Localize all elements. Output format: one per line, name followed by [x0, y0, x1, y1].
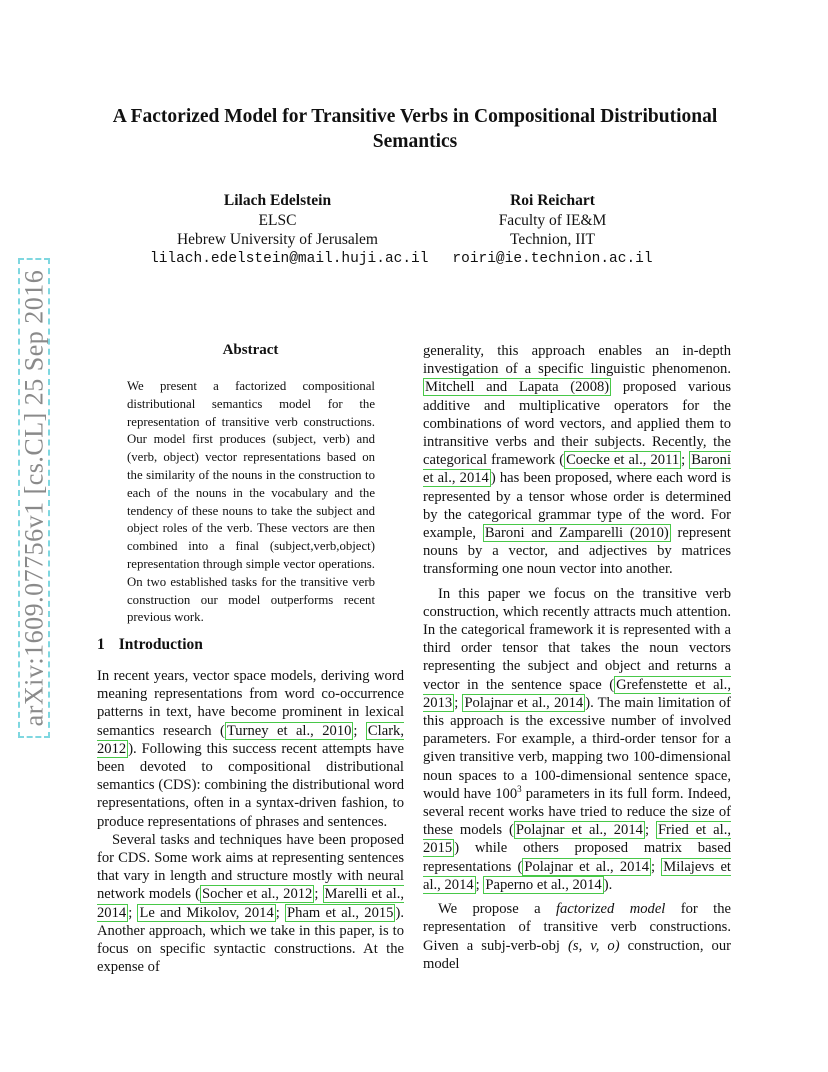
author-email: roiri@ie.technion.ac.il [452, 250, 653, 267]
citation-link[interactable]: Paperno et al., 2014 [485, 876, 602, 893]
right-paragraph-3: We propose a factorized model for the representation of transitive verb constructions. Given a subj-verb-obj (s, v, o) construction, our model [423, 901, 732, 972]
right-paragraph-1: generality, this approach enables an in-depth investigation of a specific linguistic phenomenon. Mitchell and Lapata (2008) proposed various additive and multiplicative operators for the combinations of word vectors, and applied them to intransitive verbs and their subjects. Recently, the categorical framework ( Coecke et al., 2011 ; Baroni et al., 2014 ) has been proposed, where each word is represented by a tensor whose order is determined by the categorical grammar type of the word. For example, Baroni and Zamparelli (2010) represent nouns by a vector, and adjectives by matrices transforming one noun vector into another. [423, 343, 732, 578]
citation-link[interactable]: Polajnar et al., 2014 [524, 858, 650, 875]
author-affiliation: ELSC [258, 211, 297, 229]
citation-link[interactable]: Clark, 2012 [97, 722, 404, 757]
citation-link[interactable]: Turney et al., 2010 [226, 722, 352, 739]
citation-link[interactable]: Fried et al., 2015 [423, 822, 731, 857]
author-affiliation: Faculty of IE&M [498, 211, 607, 229]
section-heading [97, 636, 203, 654]
citation-link[interactable]: Marelli et al., 2014 [97, 886, 404, 921]
arxiv-identifier: arXiv:1609.07756v1 [cs.CL] 25 Sep 2016 [19, 269, 48, 727]
citation-link[interactable]: Baroni and Zamparelli (2010) [484, 525, 669, 542]
right-paragraph-2: In this paper we focus on the transitive verb construction, which recently attracts much attention. In the categorical framework it is represented with a third order tensor that takes the noun vectors representing the subject and object and returns a vector in the sentence space ( Grefenstette et al., 2013 ; Polajnar et al., 2014 ). The main limitation of this approach is the excessive number of involved parameters. For example, a third-order tensor for a given transitive verb, mapping two 100-dimensional noun spaces to a 100-dimensional sentence space, would have $100^3$ parameters in its full form. Indeed, several recent works have tried to reduce the size of these models ( Polajnar et al., 2014 ; Fried et al., 2015 ) while others proposed matrix based representations ( Polajnar et al., 2014 ; Milajevs et al., 2014 ; Paperno et al., 2014 ). [423, 585, 731, 893]
arxiv-watermark [18, 258, 50, 738]
author-name: Roi Reichart [510, 192, 595, 209]
citation-link[interactable]: Polajnar et al., 2014 [515, 822, 643, 839]
intro-column-left [97, 667, 404, 976]
citation-link[interactable]: Coecke et al., 2011 [566, 452, 680, 469]
author-institution: Technion, IIT [510, 231, 595, 248]
intro-column-right [423, 342, 731, 973]
section-number: 1 [97, 636, 105, 653]
intro-paragraph-2: Several tasks and techniques have been proposed for CDS. Some work aims at representing sentences that vary in length and structure mostly with neural network models ( Socher et al., 2012 ; Marelli et al., 2014 ; Le and Mikolov, 2014 ; Pham et al., 2015 ). Another approach, which we take in this paper, is to focus on specific syntactic constructions. At the expense of [97, 831, 404, 976]
abstract-text: We present a factorized compositional distributional semantics model for the representation of transitive verb constructions. Our model first produces (subject, verb) and (verb, object) vector representations based on the similarity of the nouns in the construction to each of the nouns in the vocabulary and the tendency of these nouns to take the subject and object roles of the verb. These vectors are then combined into a final (subject,verb,object) representation through simple vector operations. On two established tasks for the transitive verb construction our model outperforms recent previous work. [127, 379, 375, 625]
author-email: lilach.edelstein@mail.huji.ac.il [150, 250, 429, 267]
citation-link[interactable]: Socher et al., 2012 [202, 886, 313, 903]
paper-title: A Factorized Model for Transitive Verbs in Compositional Distributional Semantics [112, 106, 718, 152]
author-institution: Hebrew University of Jerusalem [176, 231, 378, 248]
abstract-heading: Abstract [222, 342, 279, 358]
citation-link[interactable]: Le and Mikolov, 2014 [139, 904, 274, 921]
citation-link[interactable]: Grefenstette et al., 2013 [423, 676, 731, 711]
citation-link[interactable]: Pham et al., 2015 [287, 904, 394, 921]
citation-link[interactable]: Milajevs et al., 2014 [423, 858, 731, 893]
citation-link[interactable]: Baroni et al., 2014 [423, 452, 732, 487]
intro-paragraph-1: In recent years, vector space models, deriving word meaning representations from word co-occurrence patterns in text, have become prominent in lexical semantics research ( Turney et al., 2010 ; Clark, 2012 ). Following this success recent attempts have been devoted to compositional distributional semantics (CDS): combining the distributional word representations, often in a syntax-driven fashion, to produce representations of phrases and sentences. [97, 668, 404, 830]
citation-link[interactable]: Mitchell and Lapata (2008) [425, 379, 610, 396]
section-title: Introduction [118, 636, 203, 653]
citation-link[interactable]: Polajnar et al., 2014 [464, 694, 584, 711]
author-block-1 [150, 191, 429, 269]
author-name: Lilach Edelstein [223, 192, 332, 209]
author-block-2 [430, 191, 675, 269]
